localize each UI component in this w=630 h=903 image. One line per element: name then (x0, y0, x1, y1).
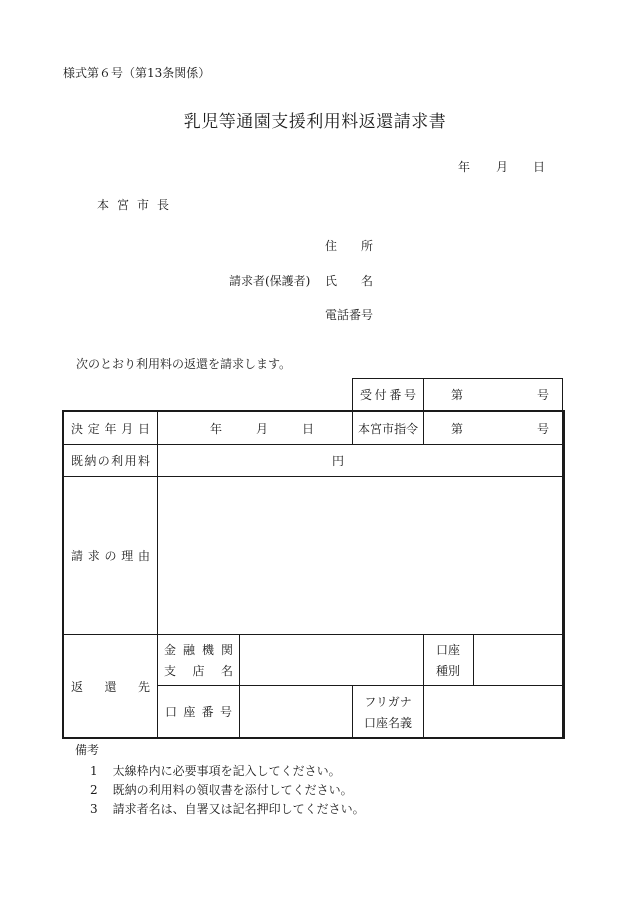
addressee-char: 長 (156, 198, 169, 212)
label-char: 号 (403, 388, 416, 402)
label-char: 返 (71, 679, 84, 694)
receipt-no-value-cell[interactable] (424, 379, 563, 411)
addressee-char: 宮 (116, 198, 129, 212)
label-char: 求 (87, 549, 100, 563)
label-char: 宮 (370, 421, 383, 436)
address-label (325, 237, 373, 254)
yen-unit: 円 (332, 454, 345, 468)
account-no-label-cell (158, 686, 240, 738)
label-char: 受 (360, 388, 373, 402)
account-type-label-cell (424, 635, 474, 686)
label-char: 請 (71, 549, 84, 563)
form-number: 様式第６号（第13条関係） (63, 66, 211, 80)
note-number: 1 (90, 764, 98, 778)
label-char: 座 (183, 705, 196, 719)
label-char: 理 (121, 549, 134, 563)
note-item (90, 781, 353, 798)
addressee-char: 本 (97, 198, 110, 212)
addressee (97, 196, 169, 213)
name-label-char: 氏 (325, 274, 338, 288)
reason-label-cell (64, 477, 158, 635)
intro-text: 次のとおり利用料の返還を請求します。 (76, 357, 292, 371)
mayor-directive-value-cell[interactable] (424, 412, 563, 445)
label-char: 月 (121, 421, 134, 436)
label-char: 先 (137, 679, 150, 694)
request-form-table (63, 411, 563, 738)
notes-heading: 備考 (75, 743, 100, 757)
decision-date-value-cell[interactable] (158, 412, 353, 445)
directive-suffix: 号 (537, 421, 550, 436)
label-char: 定 (87, 421, 100, 436)
label-char: 決 (71, 421, 84, 436)
claimant-role-label: 請求者(保護者) (229, 274, 311, 288)
refund-dest-label-cell (64, 635, 158, 738)
label-char: 指 (394, 421, 407, 436)
paid-fee-label-cell (64, 445, 158, 477)
mayor-directive-label-cell (353, 412, 424, 445)
note-number: 3 (90, 802, 98, 816)
phone-label: 電話番号 (325, 308, 374, 322)
label-char: 付 (374, 388, 387, 402)
note-text: 太線枠内に必要事項を記入してください。 (112, 764, 341, 778)
label-char: 還 (104, 679, 117, 694)
decision-year-label: 年 (209, 421, 222, 436)
label-char: 日 (137, 421, 150, 436)
account-type-line2: 種別 (436, 664, 461, 678)
label-char: 既 (71, 454, 84, 468)
note-text: 請求者名は、自署又は記名押印してください。 (112, 802, 365, 816)
decision-date-label-cell (64, 412, 158, 445)
label-char: 口 (165, 705, 178, 719)
address-label-char: 住 (325, 239, 338, 253)
label-char: 令 (406, 421, 419, 436)
label-char: 用 (124, 454, 137, 468)
label-char: 号 (219, 705, 232, 719)
receipt-no-label-cell (353, 379, 424, 411)
addressee-char: 市 (136, 198, 149, 212)
date-day-label: 日 (533, 160, 546, 174)
account-type-line1: 口座 (436, 643, 461, 657)
label-char: 本 (358, 421, 371, 436)
label-char: 年 (104, 421, 117, 436)
label-char: 番 (201, 705, 214, 719)
label-char: の (104, 549, 117, 563)
furigana-label: フリガナ (364, 694, 412, 709)
label-char: 納 (84, 454, 97, 468)
address-label-char: 所 (360, 239, 373, 253)
decision-month-label: 月 (255, 421, 268, 436)
label-char: 機 (201, 643, 214, 657)
note-item (90, 800, 365, 817)
reason-value-cell[interactable] (158, 477, 563, 635)
label-char: 融 (182, 643, 195, 657)
label-char: 支 (164, 664, 177, 678)
account-name-label-cell (353, 686, 424, 738)
label-char: 金 (164, 643, 177, 657)
directive-prefix: 第 (451, 421, 464, 436)
label-char: の (97, 454, 110, 468)
receipt-number-table (352, 378, 563, 411)
receipt-no-suffix: 号 (536, 388, 549, 402)
paid-fee-value-cell[interactable] (158, 445, 563, 477)
name-label-char: 名 (360, 274, 373, 288)
receipt-no-prefix: 第 (451, 388, 464, 402)
label-char: 名 (220, 664, 233, 678)
bank-value-cell[interactable] (240, 635, 424, 686)
label-char: 市 (382, 421, 395, 436)
note-number: 2 (90, 783, 98, 797)
name-label (325, 272, 373, 289)
page-title: 乳児等通園支援利用料返還請求書 (183, 112, 447, 132)
label-char: 由 (137, 549, 150, 563)
label-char: 店 (192, 664, 205, 678)
decision-day-label: 日 (302, 421, 315, 436)
label-char: 利 (111, 454, 124, 468)
note-text: 既納の利用料の領収書を添付してください。 (112, 783, 353, 797)
label-char: 番 (389, 388, 402, 402)
label-char: 関 (220, 643, 233, 657)
note-item (90, 762, 341, 779)
date-month-label: 月 (496, 160, 509, 174)
account-name-value-cell[interactable] (424, 686, 563, 738)
label-char: 料 (137, 454, 150, 468)
bank-label-cell (158, 635, 240, 686)
account-no-value-cell[interactable] (240, 686, 353, 738)
date-year-label: 年 (458, 160, 471, 174)
account-type-value-cell[interactable] (474, 635, 563, 686)
account-name-label: 口座名義 (364, 715, 413, 730)
